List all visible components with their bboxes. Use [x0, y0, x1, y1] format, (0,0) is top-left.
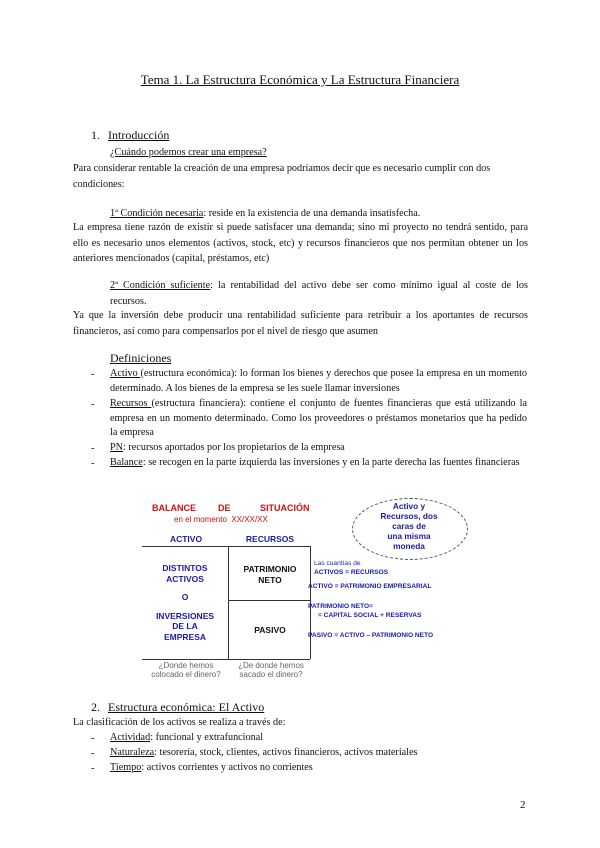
condition-2-label: 2ª Condición suficiente — [110, 280, 211, 291]
definition-activo — [110, 367, 527, 396]
section-1-heading: Introducción — [108, 128, 170, 142]
section-1-number: 1. — [91, 128, 100, 142]
bullet-dash: - — [91, 748, 95, 759]
definition-text: (estructura económica): lo forman los bienes y derechos que posee la empresa en un momento determinado. A los bienes de la empresa se les suele llamar inversiones — [110, 368, 527, 394]
page-number: 2 — [520, 799, 526, 811]
bullet-dash: - — [91, 443, 95, 454]
diagram-middle-line — [228, 546, 229, 659]
condition-2-paragraph: Ya que la inversión debe producir una rentabilidad suficiente para retribuir a los aportantes de recursos financieros, así como para compensarlos por el nivel de riesgo que asumen — [73, 310, 528, 337]
diagram-bottom-line — [142, 659, 310, 660]
section-1-question: ¿Cuándo podemos crear una empresa? — [110, 147, 267, 158]
oval-text: Activo y Recursos, dos caras de una misma moneda — [380, 501, 438, 551]
definition-text: (estructura financiera): contiene el conjunto de fuentes financieras que está utilizando la empresa en un momento determinado. Como los proveedores o préstamos monetarios que ha pedido la empresa — [110, 398, 527, 438]
classification-actividad: Actividad: funcional y extrafuncional — [110, 732, 264, 743]
bullet-dash: - — [91, 399, 95, 410]
definition-term: PN — [110, 442, 124, 453]
left-box-text: DISTINTOS ACTIVOS O INVERSIONES DE LA EMPRESA — [155, 563, 215, 642]
diagram-title-situacion: SITUACIÓN — [260, 503, 310, 513]
note-patrimonio-empresarial: ACTIVO = PATRIMONIO EMPRESARIAL — [308, 583, 432, 590]
diagram-top-line — [142, 546, 310, 547]
condition-1-label: 1ª Condición necesaria — [110, 208, 204, 219]
note-patrimonio-neto: PATRIMONIO NETO= = CAPITAL SOCIAL + RESERVAS — [308, 603, 422, 619]
condition-1-paragraph: La empresa tiene razón de existir si puede satisfacer una demanda; sino mi proyecto no tendrá sentido, para ello es necesario unos elementos (activos, stock, etc) y recursos financieros que nos permitan obtener un los anteriores mencionados (capital, préstamos, etc) — [73, 222, 528, 264]
definition-text: : recursos aportados por los propietarios de la empresa — [123, 442, 345, 453]
diagram-title-balance: BALANCE — [152, 503, 196, 513]
definition-recursos — [110, 397, 527, 441]
balance-diagram — [140, 497, 470, 697]
diagram-split-line — [228, 600, 310, 601]
classification-naturaleza: Naturaleza: tesorería, stock, clientes, activos financieros, activos materiales — [110, 747, 418, 758]
patrimonio-neto-box: PATRIMONIO NETO — [243, 564, 297, 585]
classification-tiempo: Tiempo: activos corrientes y activos no corrientes — [110, 762, 313, 773]
definition-term: Recursos — [110, 398, 152, 409]
section-2-number: 2. — [91, 700, 100, 714]
bullet-dash: - — [91, 458, 95, 469]
bullet-dash: - — [91, 369, 95, 380]
column-recursos: RECURSOS — [245, 534, 295, 544]
page-title: Tema 1. La Estructura Económica y La Estructura Financiera — [140, 72, 460, 87]
note-pasivo: PASIVO = ACTIVO – PATRIMONIO NETO — [308, 632, 434, 639]
column-activo: ACTIVO — [169, 534, 203, 544]
question-left: ¿Donde hemos colocado el dinero? — [151, 661, 221, 679]
definition-term: Activo — [110, 368, 141, 379]
condition-1-text: : reside en la existencia de una demanda insatisfecha. — [203, 208, 421, 219]
definition-text: : se recogen en la parte izquierda las inversiones y en la parte derecha las fuentes financieras — [142, 457, 520, 468]
definition-balance — [110, 456, 527, 471]
pasivo-box: PASIVO — [254, 625, 286, 635]
question-right: ¿De donde hemos sacado el dinero? — [238, 661, 304, 679]
definitions-heading: Definiciones — [110, 351, 172, 365]
section-1-intro: Para considerar rentable la creación de una empresa podríamos decir que es necesario cumplir con dos condiciones: — [73, 163, 491, 190]
diagram-subtitle: en el momento XX/XX/XX — [174, 515, 268, 524]
definition-term: Balance — [110, 457, 143, 468]
diagram-title-de: DE — [218, 503, 231, 513]
note-activos-recursos: Las cuantías de ACTIVOS = RECURSOS — [314, 560, 389, 576]
definition-pn — [110, 441, 527, 456]
bullet-dash: - — [91, 733, 95, 744]
bullet-dash: - — [91, 763, 95, 774]
section-2-heading: Estructura económica: El Activo — [108, 700, 265, 714]
condition-2-text: : la rentabilidad del activo debe ser como mínimo igual al coste de los recursos. — [110, 280, 528, 307]
condition-2 — [110, 278, 528, 309]
section-2-intro: La clasificación de los activos se realiza a través de: — [73, 717, 286, 728]
